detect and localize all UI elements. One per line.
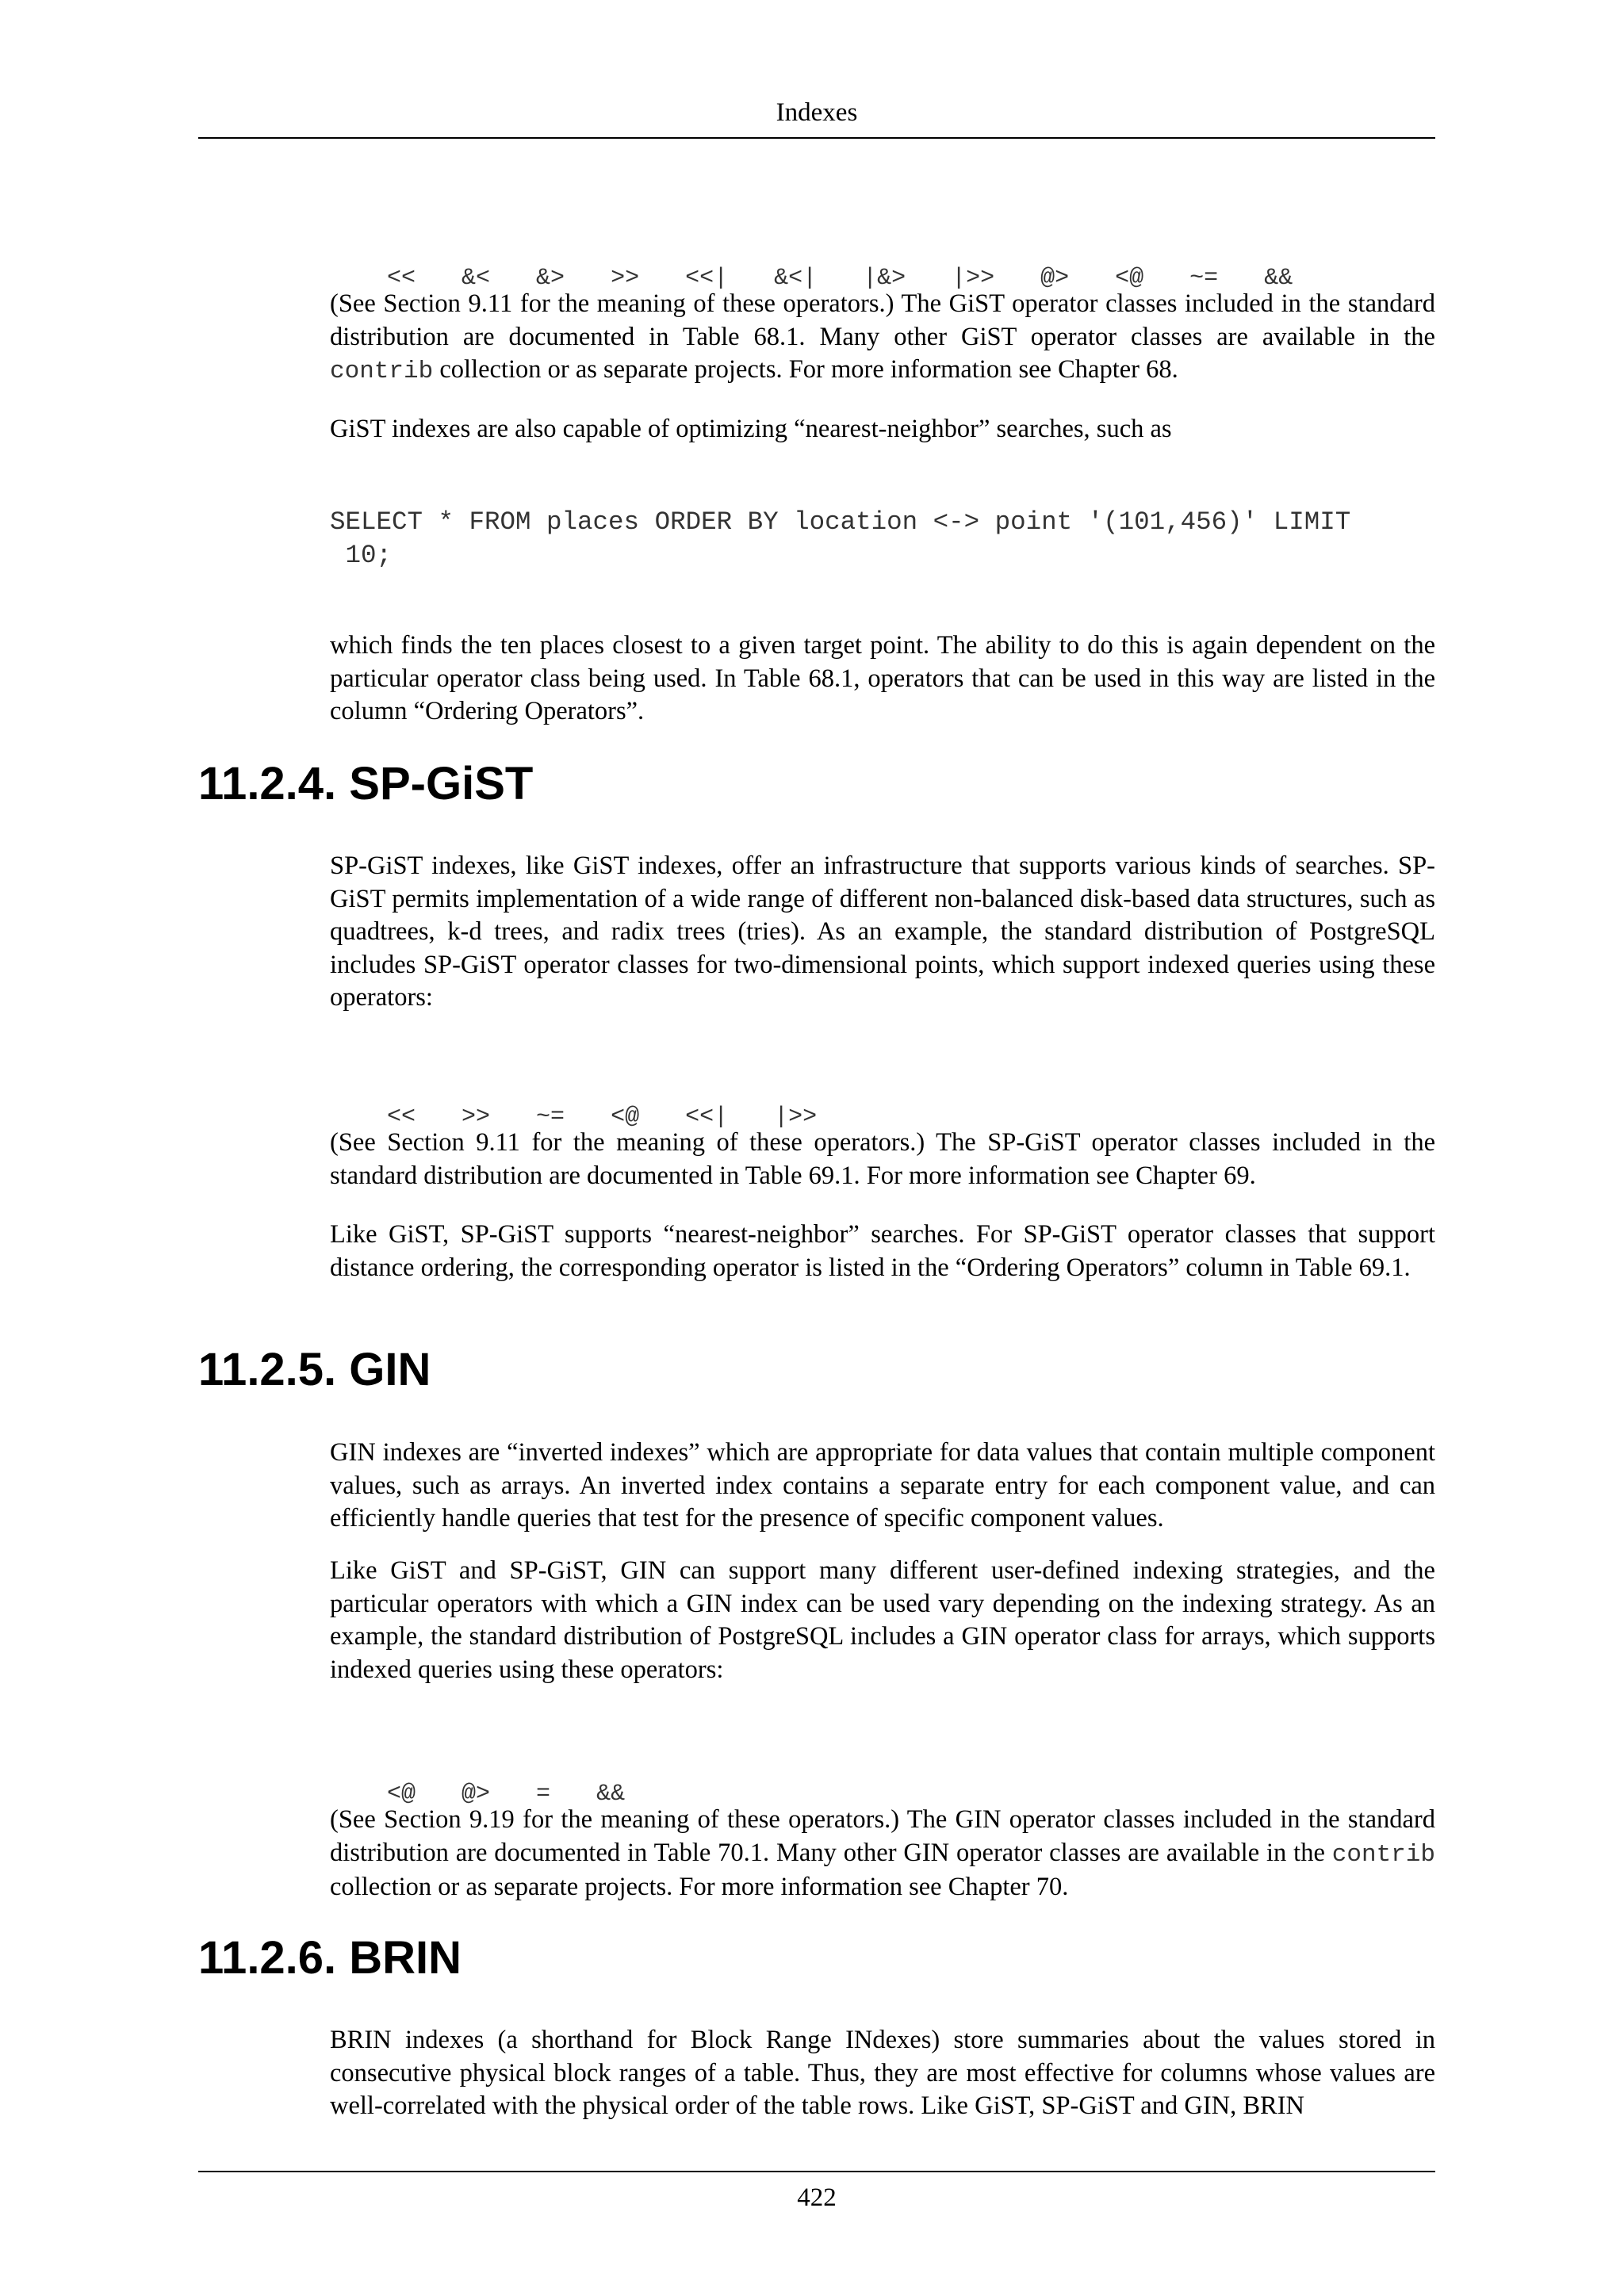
- operator: <<|: [685, 1104, 729, 1131]
- operator: |>>: [774, 1104, 818, 1131]
- gist-paragraph-nearest-neighbor: GiST indexes are also capable of optimizing “nearest-neighbor” searches, such as: [330, 415, 1172, 443]
- operator: <<|: [685, 265, 729, 292]
- spgist-paragraph-operator-classes: (See Section 9.11 for the meaning of these operators.) The SP-GiST operator classes included in the standard distribution are documented in Table 69.1. For more information see Chapter 69.: [330, 1128, 1435, 1190]
- gist-paragraph-ordering: which finds the ten places closest to a given target point. The ability to do this is again dependent on the particular operator class being used. In Table 68.1, operators that can be used in this way are listed in the column “Ordering Operators”.: [330, 631, 1435, 725]
- operator: &<|: [774, 265, 818, 292]
- gin-paragraph-strategies: Like GiST and SP-GiST, GIN can support many different user-defined indexing strategies, and the particular operators with which a GIN index can be used vary depending on the indexing strategy. As an example, the standard distribution of PostgreSQL includes a GIN operator class for arrays, which supports indexed queries using these operators:: [330, 1556, 1435, 1684]
- operator: @>: [462, 1781, 491, 1808]
- footer-rule: [198, 2171, 1435, 2172]
- section-heading-gin: 11.2.5. GIN: [198, 1344, 431, 1395]
- operator: |>>: [952, 265, 995, 292]
- page-number: 422: [797, 2183, 837, 2212]
- code-line: SELECT * FROM places ORDER BY location <-> point '(101,456)' LIMIT: [330, 507, 1351, 537]
- gin-paragraph-intro: GIN indexes are “inverted indexes” which are appropriate for data values that contain multiple component values, such as arrays. An inverted index contains a separate entry for each component value, and can efficiently handle queries that test for the presence of specific component values.: [330, 1438, 1435, 1533]
- operator: <@: [611, 1104, 640, 1131]
- gin-paragraph-operator-classes: (See Section 9.19 for the meaning of these operators.) The GIN operator classes included in the standard distribution are documented in Table 70.1. Many other GIN operator classes are available in the contrib collection or as separate projects. For more information see Chapter 70.: [330, 1805, 1435, 1901]
- operator: <<: [387, 265, 416, 292]
- operator: &>: [536, 265, 565, 292]
- operator: <@: [1115, 265, 1144, 292]
- operator: &&: [596, 1781, 626, 1808]
- code-line: 10;: [330, 540, 393, 570]
- operator: <@: [387, 1781, 416, 1808]
- operator: |&>: [863, 265, 906, 292]
- spgist-paragraph-intro: SP-GiST indexes, like GiST indexes, offer an infrastructure that supports various kinds of searches. SP-GiST permits implementation of a wide range of different non-balanced disk-based data structures, such as quadtrees, k-d trees, and radix trees (tries). As an example, the standard distribution of PostgreSQL includes SP-GiST operator classes for two-dimensional points, which support indexed queries using these operators:: [330, 851, 1435, 1012]
- operator: =: [536, 1781, 551, 1808]
- inline-code: contrib: [1331, 1840, 1435, 1869]
- header-rule: [198, 137, 1435, 139]
- brin-paragraph-intro: BRIN indexes (a shorthand for Block Range INdexes) store summaries about the values stored in consecutive physical block ranges of a table. Thus, they are most effective for columns whose values are well-correlated with the physical order of the table rows. Like GiST, SP-GiST and GIN, BRIN: [330, 2026, 1435, 2120]
- gist-paragraph-operator-classes: (See Section 9.11 for the meaning of these operators.) The GiST operator classes included in the standard distribution are documented in Table 68.1. Many other GiST operator classes are available in the contrib collection or as separate projects. For more information see Chapter 68.: [330, 289, 1435, 385]
- code-block-select: [330, 506, 1435, 572]
- operator: &&: [1264, 265, 1293, 292]
- operator: &<: [462, 265, 491, 292]
- operator: ~=: [536, 1104, 565, 1131]
- operator: >>: [462, 1104, 491, 1131]
- spgist-paragraph-nearest-neighbor: Like GiST, SP-GiST supports “nearest-neighbor” searches. For SP-GiST operator classes that support distance ordering, the corresponding operator is listed in the “Ordering Operators” column in Table 69.1.: [330, 1220, 1435, 1282]
- operator: ~=: [1189, 265, 1219, 292]
- operator: >>: [611, 265, 640, 292]
- section-heading-spgist: 11.2.4. SP-GiST: [198, 758, 534, 809]
- operator: <<: [387, 1104, 416, 1131]
- running-header: Indexes: [776, 98, 858, 127]
- section-heading-brin: 11.2.6. BRIN: [198, 1932, 462, 1984]
- inline-code: contrib: [330, 358, 434, 385]
- operator: @>: [1040, 265, 1070, 292]
